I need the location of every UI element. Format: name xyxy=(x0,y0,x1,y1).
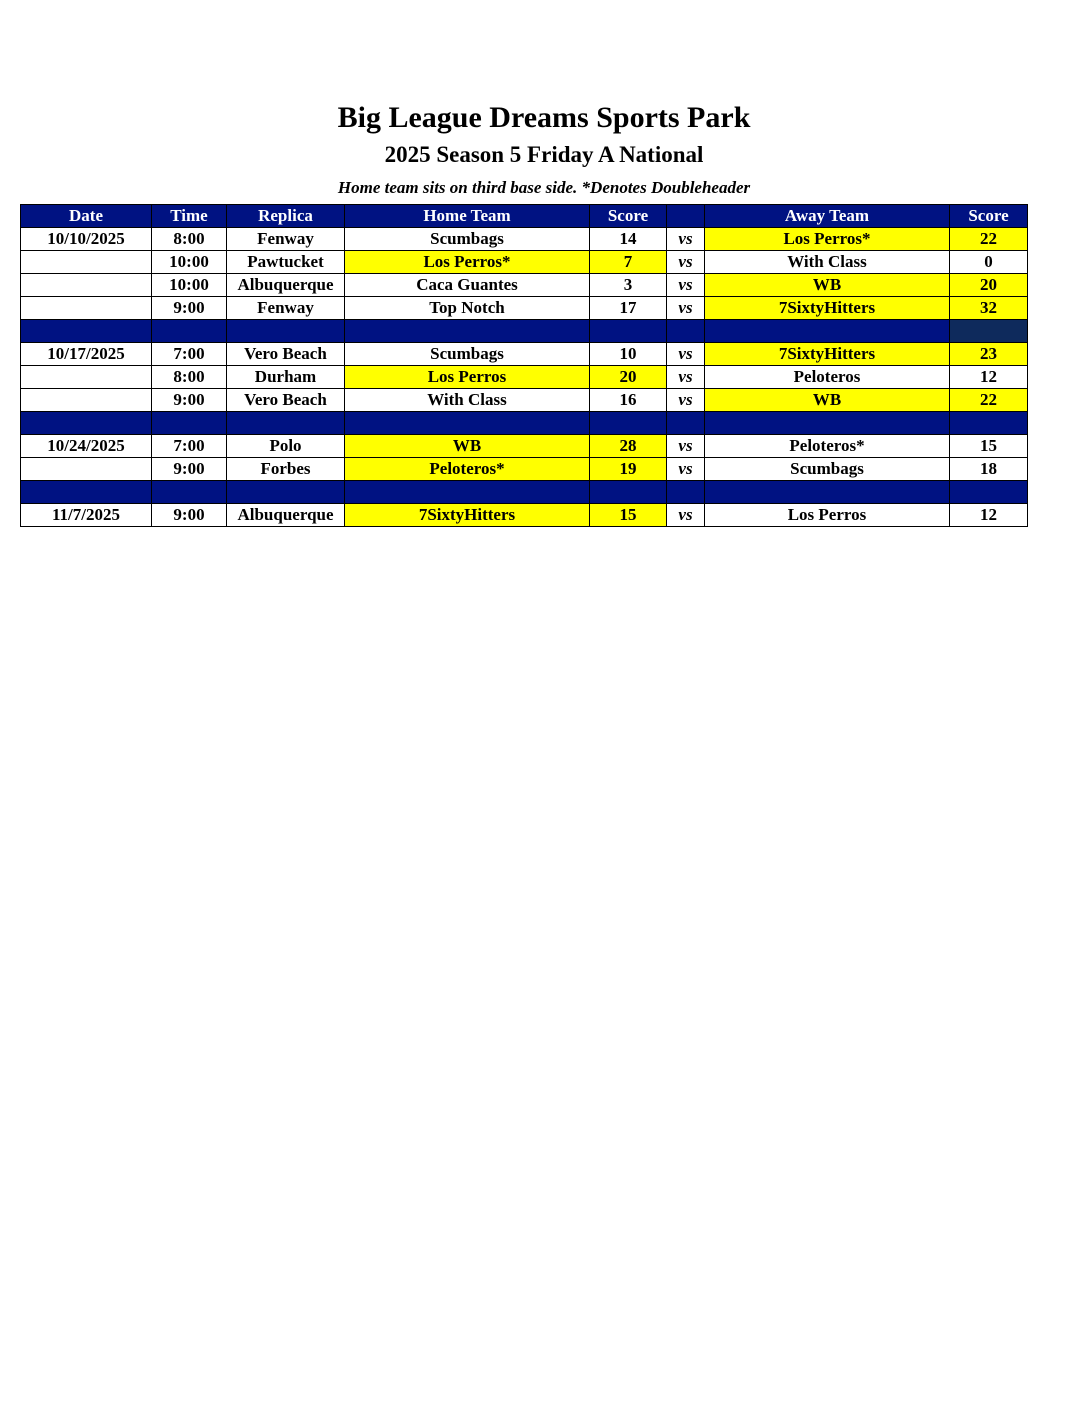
away-team-cell: Peloteros xyxy=(705,366,950,389)
home-team-cell: Los Perros* xyxy=(345,251,590,274)
date-cell xyxy=(21,389,152,412)
home-score-cell: 3 xyxy=(590,274,667,297)
home-score-cell: 17 xyxy=(590,297,667,320)
separator-cell xyxy=(345,412,590,435)
page-title: Big League Dreams Sports Park xyxy=(337,101,751,134)
separator-cell xyxy=(705,481,950,504)
game-row xyxy=(21,435,1028,458)
header-time: Time xyxy=(152,205,227,228)
separator-cell xyxy=(21,481,152,504)
replica-cell: Albuquerque xyxy=(227,504,345,527)
header-away-team: Away Team xyxy=(705,205,950,228)
separator-cell xyxy=(667,320,705,343)
game-row xyxy=(21,389,1028,412)
time-cell: 9:00 xyxy=(152,458,227,481)
time-cell: 8:00 xyxy=(152,366,227,389)
date-cell xyxy=(21,458,152,481)
time-cell: 7:00 xyxy=(152,435,227,458)
separator-row xyxy=(21,412,1028,435)
game-row xyxy=(21,274,1028,297)
time-cell: 8:00 xyxy=(152,228,227,251)
time-cell: 7:00 xyxy=(152,343,227,366)
date-cell xyxy=(21,366,152,389)
game-row xyxy=(21,458,1028,481)
away-team-cell: Los Perros* xyxy=(705,228,950,251)
replica-cell: Vero Beach xyxy=(227,343,345,366)
home-score-cell: 16 xyxy=(590,389,667,412)
game-row xyxy=(21,251,1028,274)
home-score-cell: 7 xyxy=(590,251,667,274)
home-team-cell: Top Notch xyxy=(345,297,590,320)
date-cell: 10/10/2025 xyxy=(21,228,152,251)
game-row xyxy=(21,366,1028,389)
vs-cell: vs xyxy=(667,389,705,412)
header-home-score: Score xyxy=(590,205,667,228)
vs-cell: vs xyxy=(667,343,705,366)
replica-cell: Durham xyxy=(227,366,345,389)
separator-cell xyxy=(667,412,705,435)
home-team-cell: Scumbags xyxy=(345,228,590,251)
game-row xyxy=(21,297,1028,320)
separator-row xyxy=(21,320,1028,343)
away-team-cell: Los Perros xyxy=(705,504,950,527)
replica-cell: Vero Beach xyxy=(227,389,345,412)
game-row xyxy=(21,228,1028,251)
vs-cell: vs xyxy=(667,274,705,297)
away-team-cell: WB xyxy=(705,389,950,412)
separator-cell xyxy=(950,320,1028,343)
time-cell: 9:00 xyxy=(152,504,227,527)
separator-cell xyxy=(950,481,1028,504)
separator-cell xyxy=(667,481,705,504)
separator-cell xyxy=(152,481,227,504)
away-score-cell: 12 xyxy=(950,366,1028,389)
separator-cell xyxy=(950,412,1028,435)
date-cell: 10/24/2025 xyxy=(21,435,152,458)
header-replica: Replica xyxy=(227,205,345,228)
replica-cell: Pawtucket xyxy=(227,251,345,274)
away-score-cell: 20 xyxy=(950,274,1028,297)
date-cell: 11/7/2025 xyxy=(21,504,152,527)
home-score-cell: 15 xyxy=(590,504,667,527)
date-cell xyxy=(21,274,152,297)
date-cell xyxy=(21,297,152,320)
date-cell: 10/17/2025 xyxy=(21,343,152,366)
separator-cell xyxy=(227,481,345,504)
vs-cell: vs xyxy=(667,458,705,481)
time-cell: 9:00 xyxy=(152,389,227,412)
separator-cell xyxy=(152,320,227,343)
header-vs xyxy=(667,205,705,228)
vs-cell: vs xyxy=(667,228,705,251)
separator-cell xyxy=(590,412,667,435)
time-cell: 10:00 xyxy=(152,274,227,297)
replica-cell: Albuquerque xyxy=(227,274,345,297)
separator-cell xyxy=(345,481,590,504)
header-away-score: Score xyxy=(950,205,1028,228)
separator-cell xyxy=(21,320,152,343)
home-team-cell: Los Perros xyxy=(345,366,590,389)
doubleheader-note: Home team sits on third base side. *Denotes Doubleheader xyxy=(337,178,751,197)
home-score-cell: 20 xyxy=(590,366,667,389)
schedule-table xyxy=(20,204,1028,527)
away-team-cell: 7SixtyHitters xyxy=(705,297,950,320)
home-score-cell: 28 xyxy=(590,435,667,458)
away-score-cell: 32 xyxy=(950,297,1028,320)
header-home-team: Home Team xyxy=(345,205,590,228)
separator-cell xyxy=(345,320,590,343)
home-team-cell: Scumbags xyxy=(345,343,590,366)
away-score-cell: 22 xyxy=(950,389,1028,412)
home-score-cell: 10 xyxy=(590,343,667,366)
separator-cell xyxy=(227,412,345,435)
home-score-cell: 19 xyxy=(590,458,667,481)
page-subtitle: 2025 Season 5 Friday A National xyxy=(384,142,704,167)
away-score-cell: 12 xyxy=(950,504,1028,527)
vs-cell: vs xyxy=(667,251,705,274)
vs-cell: vs xyxy=(667,435,705,458)
separator-cell xyxy=(705,320,950,343)
home-team-cell: Peloteros* xyxy=(345,458,590,481)
separator-row xyxy=(21,481,1028,504)
separator-cell xyxy=(227,320,345,343)
away-score-cell: 15 xyxy=(950,435,1028,458)
replica-cell: Fenway xyxy=(227,297,345,320)
away-team-cell: WB xyxy=(705,274,950,297)
header-date: Date xyxy=(21,205,152,228)
away-score-cell: 23 xyxy=(950,343,1028,366)
home-score-cell: 14 xyxy=(590,228,667,251)
away-team-cell: 7SixtyHitters xyxy=(705,343,950,366)
home-team-cell: WB xyxy=(345,435,590,458)
home-team-cell: With Class xyxy=(345,389,590,412)
away-score-cell: 0 xyxy=(950,251,1028,274)
away-score-cell: 22 xyxy=(950,228,1028,251)
separator-cell xyxy=(590,320,667,343)
separator-cell xyxy=(590,481,667,504)
vs-cell: vs xyxy=(667,297,705,320)
home-team-cell: 7SixtyHitters xyxy=(345,504,590,527)
replica-cell: Fenway xyxy=(227,228,345,251)
vs-cell: vs xyxy=(667,504,705,527)
away-team-cell: With Class xyxy=(705,251,950,274)
time-cell: 9:00 xyxy=(152,297,227,320)
date-cell xyxy=(21,251,152,274)
separator-cell xyxy=(705,412,950,435)
away-score-cell: 18 xyxy=(950,458,1028,481)
separator-cell xyxy=(21,412,152,435)
replica-cell: Polo xyxy=(227,435,345,458)
vs-cell: vs xyxy=(667,366,705,389)
time-cell: 10:00 xyxy=(152,251,227,274)
away-team-cell: Scumbags xyxy=(705,458,950,481)
header-row xyxy=(21,205,1028,228)
home-team-cell: Caca Guantes xyxy=(345,274,590,297)
replica-cell: Forbes xyxy=(227,458,345,481)
away-team-cell: Peloteros* xyxy=(705,435,950,458)
game-row xyxy=(21,343,1028,366)
separator-cell xyxy=(152,412,227,435)
game-row xyxy=(21,504,1028,527)
